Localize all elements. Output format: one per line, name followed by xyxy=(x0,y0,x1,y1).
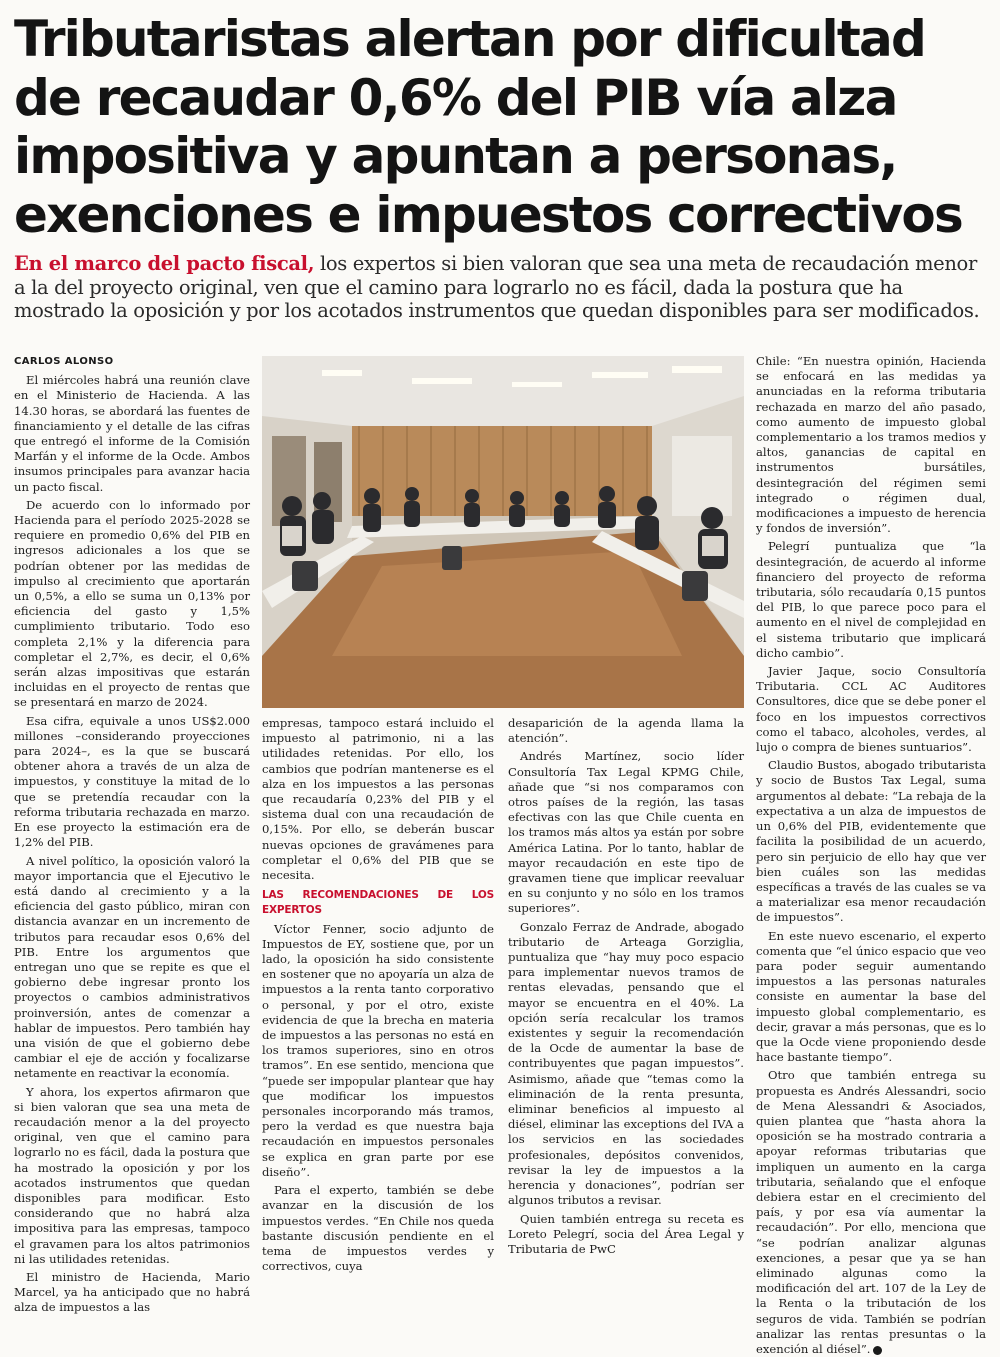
paragraph: Claudio Bustos, abogado tributarista y socio de Bustos Tax Legal, suma argumentos al debate: “La rebaja de la expectativa a un alza de impuestos de un 0,6% del PIB, evidentemente que facilita la posibilidad de un acuerdo, pero sin perjuicio de ello hay que ver bien cuáles son las medidas específicas a través de las cuales se va a materializar esa menor recaudación de impuestos”. xyxy=(756,758,986,925)
paragraph: desaparición de la agenda llama la atención”. xyxy=(508,716,744,746)
paragraph: En este nuevo escenario, el experto comenta que “el único espacio que veo para poder seguir aumentando impuestos a las personas naturales consiste en aumentar la base del impuesto global complementario, es decir, gravar a más personas, que es lo que la Ocde viene proponiendo desde hace bastante tiempo”. xyxy=(756,928,986,1065)
deck-lead: En el marco del pacto fiscal, xyxy=(14,252,315,275)
deck xyxy=(14,252,986,323)
paragraph: De acuerdo con lo informado por Hacienda para el período 2025-2028 se requiere en promedio 0,6% del PIB en ingresos adicionales a los que se podrían obtener por las medidas de impulso al crecimiento que aportarán un 0,5%, a ello se suma un 0,13% por eficiencia del gasto y 1,5% cumplimiento tributario. Todo eso completa 2,1% y la diferencia para completar el 2,7%, es decir, el 0,6% serán alzas impositivas que estarán incluidas en el proyecto de rentas que se presentará en marzo de 2024. xyxy=(14,497,250,710)
paragraph: Para el experto, también se debe avanzar en la discusión de los impuestos verdes. “En Chile nos queda bastante discusión pendiente en el tema de impuestos verdes y correctivos, cuya xyxy=(262,1183,494,1274)
byline: CARLOS ALONSO xyxy=(14,356,114,367)
meeting-room-illustration xyxy=(262,356,744,708)
paragraph: Gonzalo Ferraz de Andrade, abogado tributario de Arteaga Gorziglia, puntualiza que “hay muy poco espacio para implementar nuevos tramos de rentas elevadas, pensando que el mayor se encuentra en el 40%. La opción sería recalcular los tramos existentes y seguir la recomendación de la Ocde de aumentar la base de contribuyentes que pagan impuestos”. Asimismo, añade que “temas como la eliminación de la renta presunta, eliminar beneficios al impuesto al diésel, eliminar las exceptions del IVA a los servicios en las sociedades profesionales, depósitos convenidos, revisar la ley de impuestos a la herencia y donaciones”, podrían ser algunos tributos a revisar. xyxy=(508,919,744,1208)
end-mark-icon xyxy=(873,1346,882,1355)
paragraph: Pelegrí puntualiza que “la desintegración, de acuerdo al informe financiero del proyecto de reforma tributaria, sólo recaudaría 0,15 puntos del PIB, lo que parece poco para el aumento en el nivel de complejidad en el sistema tributario que implicará dicho cambio”. xyxy=(756,539,986,660)
paragraph: A nivel político, la oposición valoró la mayor importancia que el Ejecutivo le está dando al crecimiento y a la eficiencia del gasto público, miran con distancia avanzar en un incremento de tributos para recaudar esos 0,6% del PIB. Entre los argumentos que entregan uno que se repite es que el gobierno debe ingresar pronto los proyectos o cambios administrativos proinversión, antes de comenzar a hablar de impuestos. Pero también hay una visión de que el gobierno debe cambiar el eje de acción y focalizarse netamente en reactivar la economía. xyxy=(14,853,250,1081)
paragraph: Y ahora, los expertos afirmaron que si bien valoran que sea una meta de recaudación menor a la del proyecto original, ven que el camino para lograrlo no es fácil, dada la postura que ha mostrado la oposición y por los acotados instrumentos que quedan disponibles para modificar. Esto considerando que no habrá alza impositiva para las empresas, tampoco el gravamen para los altos patrimonios ni las utilidades retenidas. xyxy=(14,1084,250,1266)
paragraph-text: Otro que también entrega su propuesta es Andrés Alessandri, socio de Mena Alessandri & Asociados, quien plantea que “hasta ahora la oposición se ha mostrado contraria a apoyar reformas tributarias que impliquen un aumento en la carga tributaria, señalando que el enfoque debiera estar en el crecimiento del país, y por esa vía aumentar la recaudación”. Por ello, menciona que “se podrían analizar algunas exenciones, a pesar que ya se han eliminado algunas como la modificación del art. 107 de la Ley de la Renta o la tributación de los seguros de vida. También se podrían analizar las rentas presuntas o la exención al diésel”. xyxy=(756,1068,986,1356)
paragraph xyxy=(756,1068,986,1357)
column-4 xyxy=(756,354,986,1356)
section-subhead: LAS RECOMENDACIONES DE LOS EXPERTOS xyxy=(262,889,494,917)
column-3 xyxy=(508,716,744,1256)
meeting-photo xyxy=(262,356,744,708)
paragraph: El miércoles habrá una reunión clave en el Ministerio de Hacienda. A las 14.30 horas, se abordará las fuentes de financiamiento y el detalle de las cifras que entregó el informe de la Comisión Marfán y el informe de la Ocde. Ambos insumos principales para avanzar hacia un pacto fiscal. xyxy=(14,373,250,494)
paragraph: Javier Jaque, socio Consultoría Tributaria. CCL AC Auditores Consultores, dice que se debe poner el foco en los impuestos correctivos como el tabaco, alcoholes, verdes, al lujo o compra de bienes suntuarios”. xyxy=(756,664,986,755)
paragraph: Quien también entrega su receta es Loreto Pelegrí, socia del Área Legal y Tributaria de PwC xyxy=(508,1211,744,1256)
paragraph: empresas, tampoco estará incluido el impuesto al patrimonio, ni a las utilidades retenidas. Por ello, los cambios que podrían mantenerse es el alza en los impuestos a las personas que recaudaría 0,23% del PIB y el sistema dual con una recaudación de 0,15%. Por ello, se deberán buscar nuevas opciones de gravámenes para completar el 0,6% del PIB que se necesita. xyxy=(262,716,494,883)
column-1 xyxy=(14,354,250,1315)
paragraph: Chile: “En nuestra opinión, Hacienda se enfocará en las medidas ya anunciadas en la reforma tributaria rechazada en marzo del año pasado, como aumento de impuesto global complementario a los tramos medios y altos, ganancias de capital en instrumentos bursátiles, desintegración del régimen semi integrado o régimen dual, modificaciones a impuesto de herencia y fondos de inversión”. xyxy=(756,354,986,536)
column-2 xyxy=(262,716,494,1274)
paragraph: Víctor Fenner, socio adjunto de Impuestos de EY, sostiene que, por un lado, la oposición ha sido consistente en sostener que no apoyaría un alza de impuestos a la renta tanto corporativo o personal, y por el otro, existe evidencia de que la brecha en materia de impuestos a las personas no está en los tramos superiores, sino en otros tramos”. En ese sentido, menciona que “puede ser impopular plantear que hay que modificar los impuestos personales incorporando más tramos, pero la verdad es que nuestra baja recaudación en impuestos personales se explica en gran parte por ese diseño”. xyxy=(262,921,494,1179)
paragraph: Andrés Martínez, socio líder Consultoría Tax Legal KPMG Chile, añade que “si nos comparamos con otros países de la región, las tasas efectivas con las que Chile cuenta en los tramos más altos ya están por sobre América Latina. Por lo tanto, hablar de mayor recaudación en este tipo de gravamen tiene que implicar reevaluar en su conjunto y no sólo en los tramos superiores”. xyxy=(508,749,744,916)
headline: Tributaristas alertan por dificultad de recaudar 0,6% del PIB vía alza impositiva y apuntan a personas, exenciones e impuestos correctivos xyxy=(14,10,962,244)
deck-text: los expertos si bien valoran que sea una meta de recaudación menor a la del proyecto original, ven que el camino para lograrlo no es fácil, dada la postura que ha mostrado la oposición y por los acotados instrumentos que quedan disponibles para ser modificados. xyxy=(14,252,980,322)
paragraph: El ministro de Hacienda, Mario Marcel, ya ha anticipado que no habrá alza de impuestos a las xyxy=(14,1269,250,1315)
paragraph: Esa cifra, equivale a unos US$2.000 millones –considerando proyecciones para 2024–, es la que se buscará obtener ahora a través de un alza de impuestos, y constituye la mitad de lo que se pretendía recaudar con la reforma tributaria rechazada en marzo. En ese proyecto la estimación era de 1,2% del PIB. xyxy=(14,713,250,850)
